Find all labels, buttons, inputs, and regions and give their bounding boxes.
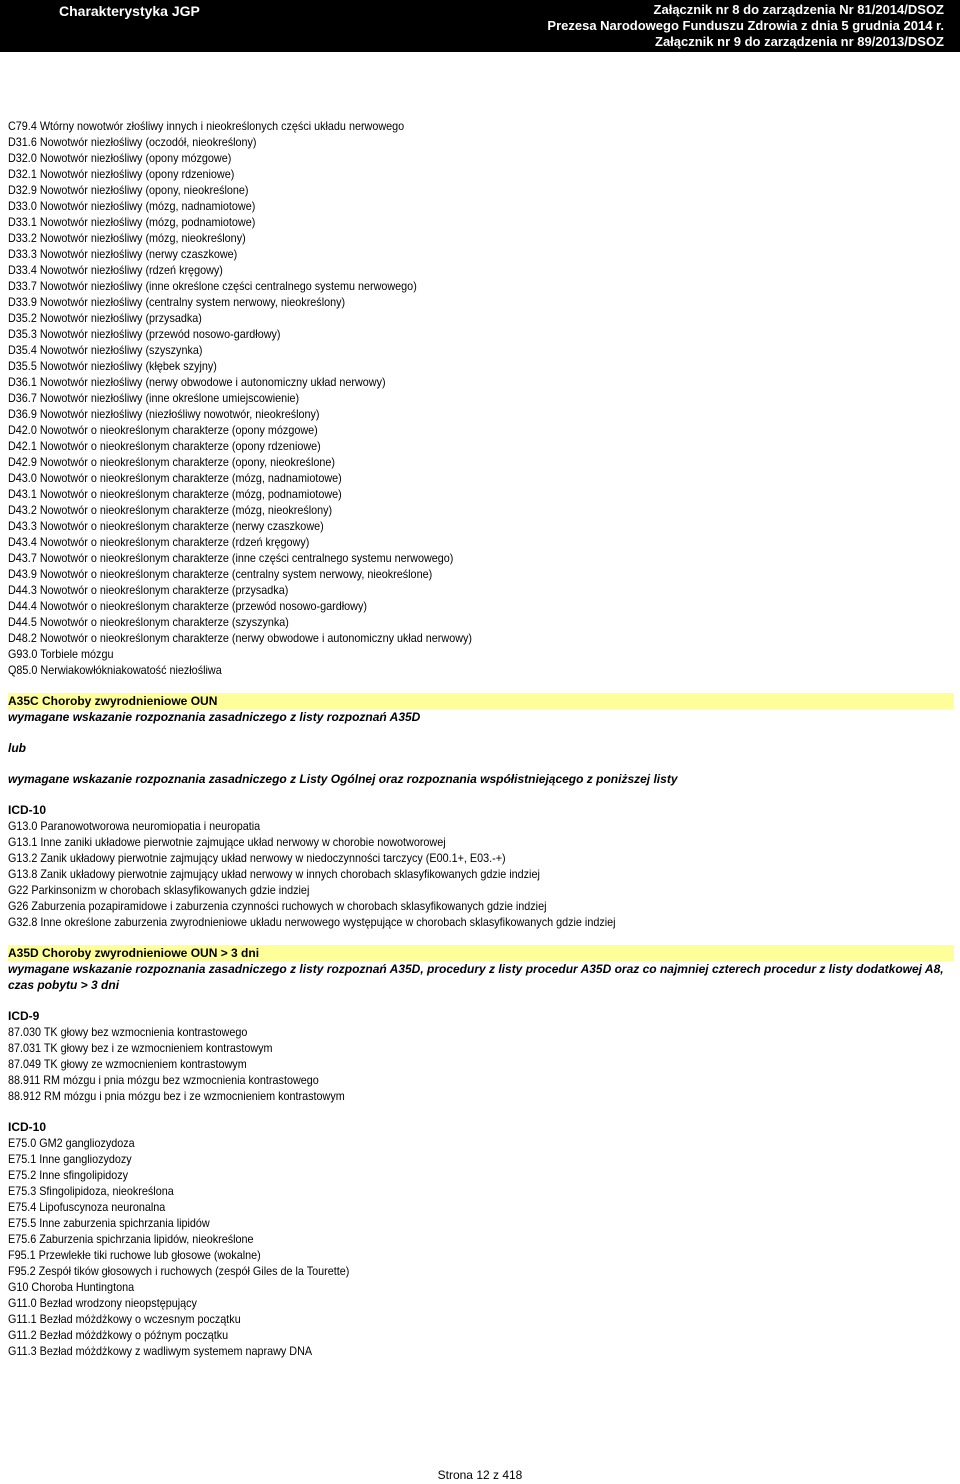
list-item-text: D33.3 Nowotwór niezłośliwy (nerwy czaszkowe)	[8, 247, 238, 261]
list-item-text: D42.1 Nowotwór o nieokreślonym charakterze (opony rdzeniowe)	[8, 439, 321, 453]
list-item	[8, 1024, 954, 1040]
list-item-text: G11.3 Bezład móżdżkowy z wadliwym systemem naprawy DNA	[8, 1344, 313, 1358]
list-item-text: G10 Choroba Huntingtona	[8, 1280, 135, 1294]
section-title-a35c: A35C Choroby zwyrodnieniowe OUN	[8, 693, 954, 709]
list-item-text: G13.2 Zanik układowy pierwotnie zajmujący układ nerwowy w niedoczynności tarczycy (E00.1+, E03.-+)	[8, 851, 506, 865]
list-item-text: D44.5 Nowotwór o nieokreślonym charakterze (szyszynka)	[8, 615, 289, 629]
list-item-text: G13.8 Zanik układowy pierwotnie zajmujący układ nerwowy w innych chorobach sklasyfikowanych gdzie indziej	[8, 867, 540, 881]
list-item-text: E75.4 Lipofuscynoza neuronalna	[8, 1200, 166, 1214]
list-item	[8, 1151, 954, 1167]
diagnosis-list-a35c	[8, 818, 954, 930]
list-item-text: D36.9 Nowotwór niezłośliwy (niezłośliwy nowotwór, nieokreślony)	[8, 407, 320, 421]
icd10-label-a35c: ICD-10	[8, 803, 47, 817]
list-item	[8, 882, 954, 898]
list-item-text: D44.4 Nowotwór o nieokreślonym charakterze (przewód nosowo-gardłowy)	[8, 599, 367, 613]
list-item	[8, 118, 954, 134]
list-item	[8, 1088, 954, 1104]
page-number: Strona 12 z 418	[437, 1468, 523, 1482]
list-item-text: Q85.0 Nerwiakowłókniakowatość niezłośliwa	[8, 663, 222, 677]
list-item	[8, 1056, 954, 1072]
list-item	[8, 646, 954, 662]
list-item	[8, 1263, 954, 1279]
list-item-text: D42.0 Nowotwór o nieokreślonym charakterze (opony mózgowe)	[8, 423, 318, 437]
list-item-text: E75.6 Zaburzenia spichrzania lipidów, nieokreślone	[8, 1232, 254, 1246]
requirement-a35c-1: wymagane wskazanie rozpoznania zasadniczego z listy rozpoznań A35D	[8, 710, 421, 724]
list-item-text: 87.049 TK głowy ze wzmocnieniem kontrastowym	[8, 1057, 247, 1071]
list-item	[8, 166, 954, 182]
list-item	[8, 150, 954, 166]
list-item-text: D43.1 Nowotwór o nieokreślonym charakterze (mózg, podnamiotowe)	[8, 487, 342, 501]
list-item-text: C79.4 Wtórny nowotwór złośliwy innych i nieokreślonych części układu nerwowego	[8, 119, 405, 133]
list-item	[8, 358, 954, 374]
list-item-text: D48.2 Nowotwór o nieokreślonym charakterze (nerwy obwodowe i autonomiczny układ nerwowy)	[8, 631, 473, 645]
requirement-a35d: wymagane wskazanie rozpoznania zasadniczego z listy rozpoznań A35D, procedury z listy procedur A35D oraz co najmniej czterech procedur z listy dodatkowej A8, czas pobytu > 3 dni	[8, 962, 944, 992]
list-item-text: D33.0 Nowotwór niezłośliwy (mózg, nadnamiotowe)	[8, 199, 256, 213]
list-item	[8, 294, 954, 310]
list-item	[8, 278, 954, 294]
document-title: Charakterystyka JGP	[59, 3, 200, 19]
section-title-a35d: A35D Choroby zwyrodnieniowe OUN > 3 dni	[8, 945, 954, 961]
list-item-text: G22 Parkinsonizm w chorobach sklasyfikowanych gdzie indziej	[8, 883, 310, 897]
or-label: lub	[8, 741, 26, 755]
list-item-text: G11.1 Bezład móżdżkowy o wczesnym początku	[8, 1312, 241, 1326]
list-item-text: D36.7 Nowotwór niezłośliwy (inne określone umiejscowienie)	[8, 391, 300, 405]
list-item	[8, 182, 954, 198]
list-item	[8, 198, 954, 214]
list-item	[8, 1183, 954, 1199]
annex-line-1: Załącznik nr 8 do zarządzenia Nr 81/2014/DSOZ	[653, 2, 944, 17]
list-item	[8, 1167, 954, 1183]
list-item	[8, 470, 954, 486]
list-item-text: D43.9 Nowotwór o nieokreślonym charakterze (centralny system nerwowy, nieokreślone)	[8, 567, 433, 581]
list-item	[8, 518, 954, 534]
list-item-text: E75.3 Sfingolipidoza, nieokreślona	[8, 1184, 174, 1198]
list-item	[8, 134, 954, 150]
document-body	[8, 118, 954, 1359]
diagnosis-list-a	[8, 118, 954, 678]
list-item-text: G11.2 Bezład móżdżkowy o późnym początku	[8, 1328, 229, 1342]
list-item-text: D35.2 Nowotwór niezłośliwy (przysadka)	[8, 311, 202, 325]
list-item	[8, 390, 954, 406]
list-item	[8, 486, 954, 502]
list-item	[8, 630, 954, 646]
list-item	[8, 310, 954, 326]
annex-line-3: Załącznik nr 9 do zarządzenia nr 89/2013/DSOZ	[655, 34, 944, 49]
list-item-text: F95.1 Przewlekłe tiki ruchowe lub głosowe (wokalne)	[8, 1248, 261, 1262]
list-item	[8, 1343, 954, 1359]
list-item-text: G26 Zaburzenia pozapiramidowe i zaburzenia czynności ruchowych w chorobach sklasyfikowanych gdzie indziej	[8, 899, 547, 913]
list-item-text: D32.0 Nowotwór niezłośliwy (opony mózgowe)	[8, 151, 232, 165]
list-item-text: G93.0 Torbiele mózgu	[8, 647, 114, 661]
icd10-label-a35d: ICD-10	[8, 1120, 47, 1134]
list-item	[8, 406, 954, 422]
list-item-text: D31.6 Nowotwór niezłośliwy (oczodół, nieokreślony)	[8, 135, 257, 149]
list-item	[8, 1072, 954, 1088]
list-item	[8, 582, 954, 598]
icd9-label-a35d: ICD-9	[8, 1009, 40, 1023]
list-item-text: F95.2 Zespół tików głosowych i ruchowych (zespół Giles de la Tourette)	[8, 1264, 350, 1278]
list-item	[8, 374, 954, 390]
list-item	[8, 1199, 954, 1215]
list-item-text: D32.9 Nowotwór niezłośliwy (opony, nieokreślone)	[8, 183, 249, 197]
list-item-text: G13.1 Inne zaniki układowe pierwotnie zajmujące układ nerwowy w chorobie nowotworowej	[8, 835, 446, 849]
list-item-text: D35.4 Nowotwór niezłośliwy (szyszynka)	[8, 343, 203, 357]
list-item	[8, 598, 954, 614]
page-header	[0, 0, 960, 52]
annex-references	[547, 2, 944, 50]
list-item-text: G32.8 Inne określone zaburzenia zwyrodnieniowe układu nerwowego występujące w chorobach sklasyfikowanych gdzie indziej	[8, 915, 616, 929]
list-item	[8, 1040, 954, 1056]
list-item-text: G13.0 Paranowotworowa neuromiopatia i neuropatia	[8, 819, 261, 833]
list-item	[8, 1311, 954, 1327]
procedure-list-a35d	[8, 1024, 954, 1104]
list-item-text: E75.2 Inne sfingolipidozy	[8, 1168, 129, 1182]
list-item	[8, 262, 954, 278]
list-item-text: D43.4 Nowotwór o nieokreślonym charakterze (rdzeń kręgowy)	[8, 535, 310, 549]
list-item	[8, 834, 954, 850]
list-item-text: D32.1 Nowotwór niezłośliwy (opony rdzeniowe)	[8, 167, 235, 181]
list-item-text: E75.5 Inne zaburzenia spichrzania lipidów	[8, 1216, 210, 1230]
list-item	[8, 502, 954, 518]
list-item	[8, 1247, 954, 1263]
list-item-text: E75.1 Inne gangliozydozy	[8, 1152, 132, 1166]
list-item	[8, 566, 954, 582]
list-item	[8, 214, 954, 230]
list-item-text: G11.0 Bezład wrodzony nieopstępujący	[8, 1296, 197, 1310]
list-item	[8, 1295, 954, 1311]
list-item-text: 88.911 RM mózgu i pnia mózgu bez wzmocnienia kontrastowego	[8, 1073, 319, 1087]
list-item-text: E75.0 GM2 gangliozydoza	[8, 1136, 135, 1150]
list-item-text: 88.912 RM mózgu i pnia mózgu bez i ze wzmocnieniem kontrastowym	[8, 1089, 345, 1103]
list-item	[8, 438, 954, 454]
list-item-text: D43.2 Nowotwór o nieokreślonym charakterze (mózg, nieokreślony)	[8, 503, 333, 517]
list-item	[8, 866, 954, 882]
requirement-a35c-2: wymagane wskazanie rozpoznania zasadniczego z Listy Ogólnej oraz rozpoznania współistniejącego z poniższej listy	[8, 772, 678, 786]
list-item	[8, 914, 954, 930]
list-item-text: D43.7 Nowotwór o nieokreślonym charakterze (inne części centralnego systemu nerwowego)	[8, 551, 454, 565]
list-item	[8, 230, 954, 246]
list-item	[8, 662, 954, 678]
list-item	[8, 614, 954, 630]
list-item-text: 87.030 TK głowy bez wzmocnienia kontrastowego	[8, 1025, 248, 1039]
diagnosis-list-a35d	[8, 1135, 954, 1359]
annex-line-2: Prezesa Narodowego Funduszu Zdrowia z dnia 5 grudnia 2014 r.	[547, 18, 944, 33]
list-item	[8, 818, 954, 834]
list-item	[8, 850, 954, 866]
list-item	[8, 1327, 954, 1343]
list-item-text: D33.9 Nowotwór niezłośliwy (centralny system nerwowy, nieokreślony)	[8, 295, 346, 309]
list-item	[8, 898, 954, 914]
list-item	[8, 534, 954, 550]
list-item	[8, 1135, 954, 1151]
list-item-text: D42.9 Nowotwór o nieokreślonym charakterze (opony, nieokreślone)	[8, 455, 335, 469]
list-item-text: D43.3 Nowotwór o nieokreślonym charakterze (nerwy czaszkowe)	[8, 519, 324, 533]
list-item	[8, 1231, 954, 1247]
list-item	[8, 1215, 954, 1231]
list-item-text: D33.1 Nowotwór niezłośliwy (mózg, podnamiotowe)	[8, 215, 256, 229]
list-item-text: D43.0 Nowotwór o nieokreślonym charakterze (mózg, nadnamiotowe)	[8, 471, 342, 485]
list-item	[8, 422, 954, 438]
list-item	[8, 342, 954, 358]
list-item	[8, 1279, 954, 1295]
list-item-text: D33.7 Nowotwór niezłośliwy (inne określone części centralnego systemu nerwowego)	[8, 279, 417, 293]
list-item-text: 87.031 TK głowy bez i ze wzmocnieniem kontrastowym	[8, 1041, 273, 1055]
list-item	[8, 550, 954, 566]
list-item	[8, 454, 954, 470]
list-item	[8, 246, 954, 262]
list-item-text: D33.4 Nowotwór niezłośliwy (rdzeń kręgowy)	[8, 263, 223, 277]
list-item-text: D33.2 Nowotwór niezłośliwy (mózg, nieokreślony)	[8, 231, 246, 245]
list-item-text: D36.1 Nowotwór niezłośliwy (nerwy obwodowe i autonomiczny układ nerwowy)	[8, 375, 386, 389]
list-item-text: D35.3 Nowotwór niezłośliwy (przewód nosowo-gardłowy)	[8, 327, 281, 341]
list-item-text: D44.3 Nowotwór o nieokreślonym charakterze (przysadka)	[8, 583, 289, 597]
list-item	[8, 326, 954, 342]
list-item-text: D35.5 Nowotwór niezłośliwy (kłębek szyjny)	[8, 359, 217, 373]
